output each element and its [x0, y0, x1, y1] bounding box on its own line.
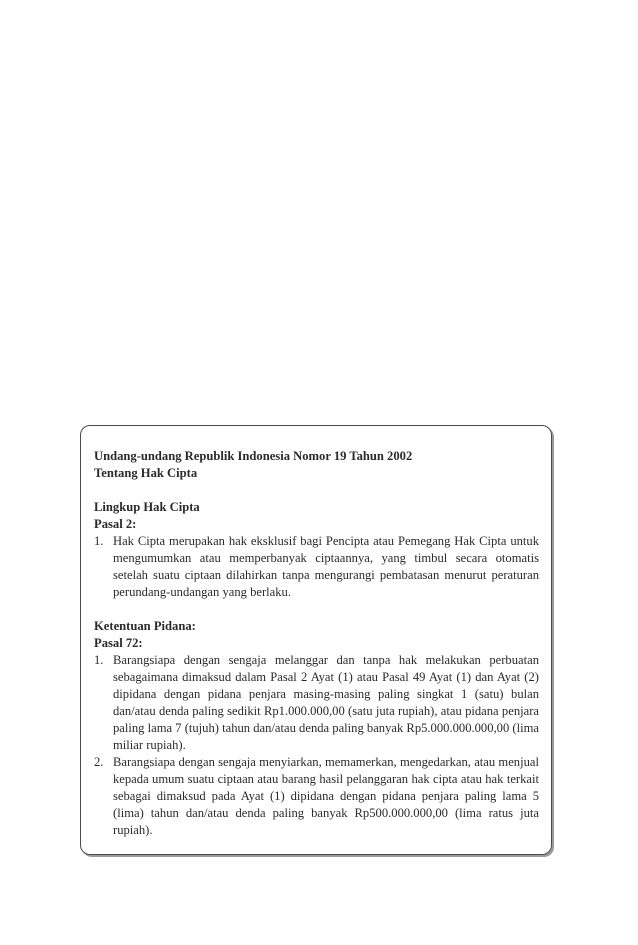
penalty-clause — [94, 652, 539, 754]
law-title-line1: Undang-undang Republik Indonesia Nomor 19 Tahun 2002 — [94, 449, 413, 463]
clause-number: 2. — [94, 755, 104, 769]
clause-number: 1. — [94, 534, 104, 548]
scope-article: Pasal 2: — [94, 517, 137, 531]
clause-text: Barangsiapa dengan sengaja menyiarkan, memamerkan, mengedarkan, atau menjual kepada umum suatu ciptaan atau barang hasil pelanggaran hak cipta atau hak terkait sebagai dimaksud pada Ayat (1) dipidana dengan pidana penjara paling lama 5 (lima) tahun dan/atau denda paling banyak Rp500.000.000,00 (lima ratus juta rupiah). — [113, 755, 539, 837]
clause-text: Barangsiapa dengan sengaja melanggar dan tanpa hak melakukan perbuatan sebagaimana dimaksud dalam Pasal 2 Ayat (1) atau Pasal 49 Ayat (1) dan Ayat (2) dipidana dengan pidana penjara masing-masing paling singkat 1 (satu) bulan dan/atau denda paling sedikit Rp1.000.000,00 (satu juta rupiah), atau pidana penjara paling lama 7 (tujuh) tahun dan/atau denda paling banyak Rp5.000.000.000,00 (lima miliar rupiah). — [113, 653, 539, 752]
penalty-clause — [94, 754, 539, 839]
copyright-notice-box — [80, 425, 552, 855]
penalty-article: Pasal 72: — [94, 636, 143, 650]
copyright-notice-content — [94, 448, 539, 839]
clause-number: 1. — [94, 653, 104, 667]
spacer — [94, 482, 539, 499]
scope-clause — [94, 533, 539, 601]
spacer — [94, 601, 539, 618]
penalty-clause-list — [94, 652, 539, 839]
scope-clause-list — [94, 533, 539, 601]
scope-heading: Lingkup Hak Cipta — [94, 500, 200, 514]
clause-text: Hak Cipta merupakan hak eksklusif bagi Pencipta atau Pemegang Hak Cipta untuk mengumumkan atau memperbanyak ciptaannya, yang timbul secara otomatis setelah suatu ciptaan dilahirkan tanpa mengurangi pembatasan menurut peraturan perundang-undangan yang berlaku. — [113, 534, 539, 599]
penalty-heading: Ketentuan Pidana: — [94, 619, 196, 633]
law-title-line2: Tentang Hak Cipta — [94, 466, 198, 480]
